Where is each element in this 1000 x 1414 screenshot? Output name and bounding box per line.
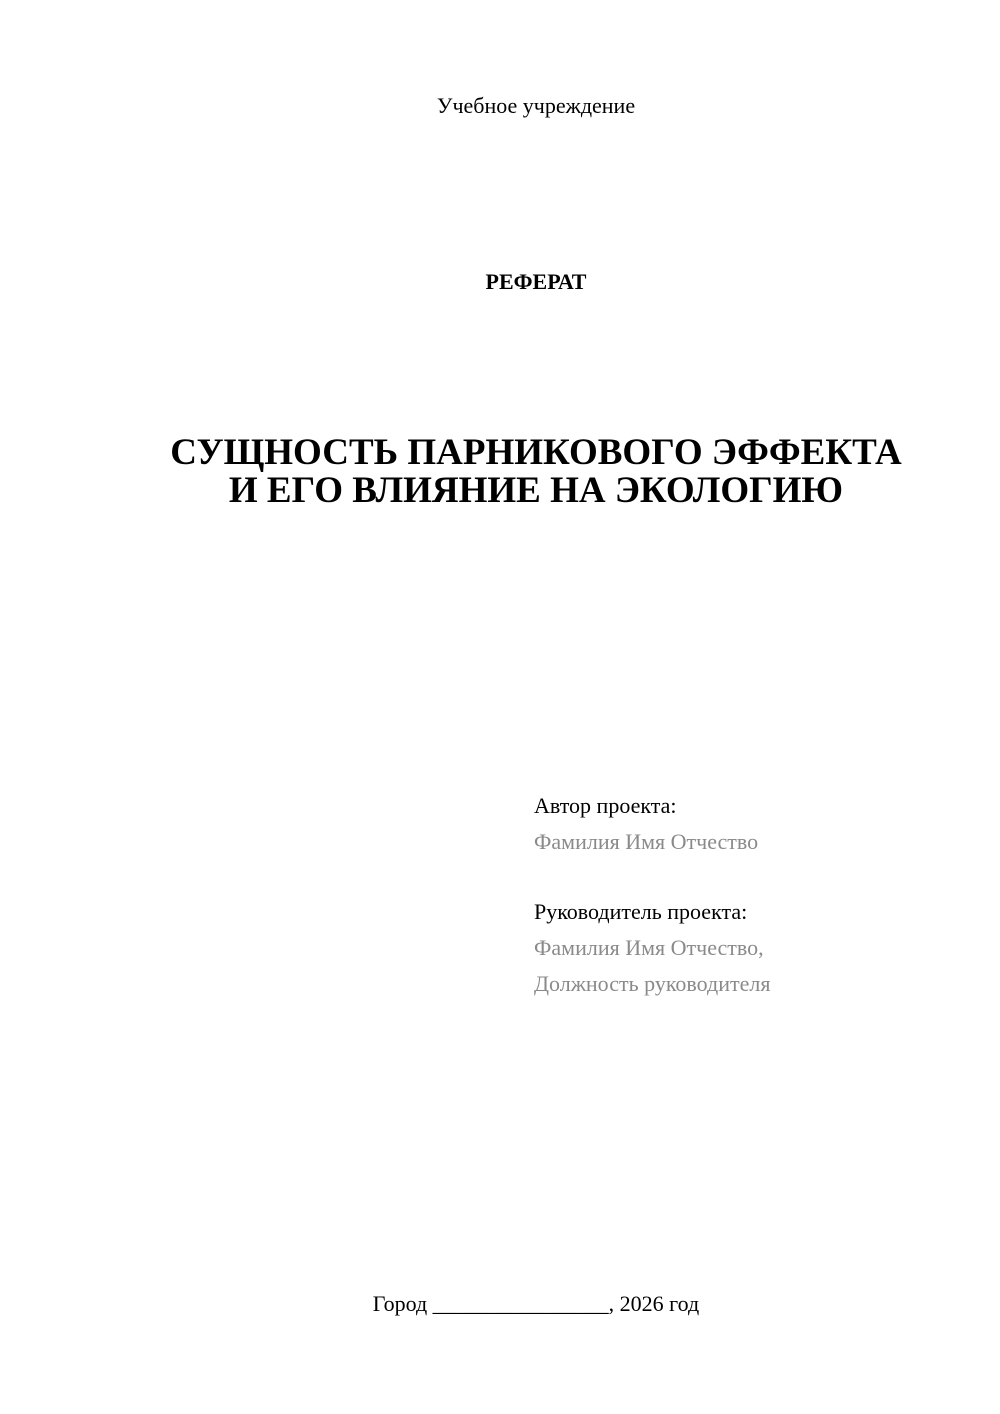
title-line-2: И ЕГО ВЛИЯНИЕ НА ЭКОЛОГИЮ [228, 470, 844, 511]
info-spacer [534, 860, 770, 894]
supervisor-position: Должность руководителя [534, 971, 771, 996]
document-title [0, 434, 1000, 510]
city-year-line: Город ________________, 2026 год [372, 1291, 700, 1316]
author-label: Автор проекта: [534, 793, 677, 818]
supervisor-name: Фамилия Имя Отчество, [534, 935, 764, 960]
institution-name: Учебное учреждение [436, 93, 636, 118]
title-line-1: СУЩНОСТЬ ПАРНИКОВОГО ЭФФЕКТА [170, 432, 902, 473]
project-info-block [534, 788, 770, 1002]
author-name: Фамилия Имя Отчество [534, 829, 759, 854]
supervisor-label: Руководитель проекта: [534, 899, 748, 924]
document-type: РЕФЕРАТ [485, 269, 587, 294]
